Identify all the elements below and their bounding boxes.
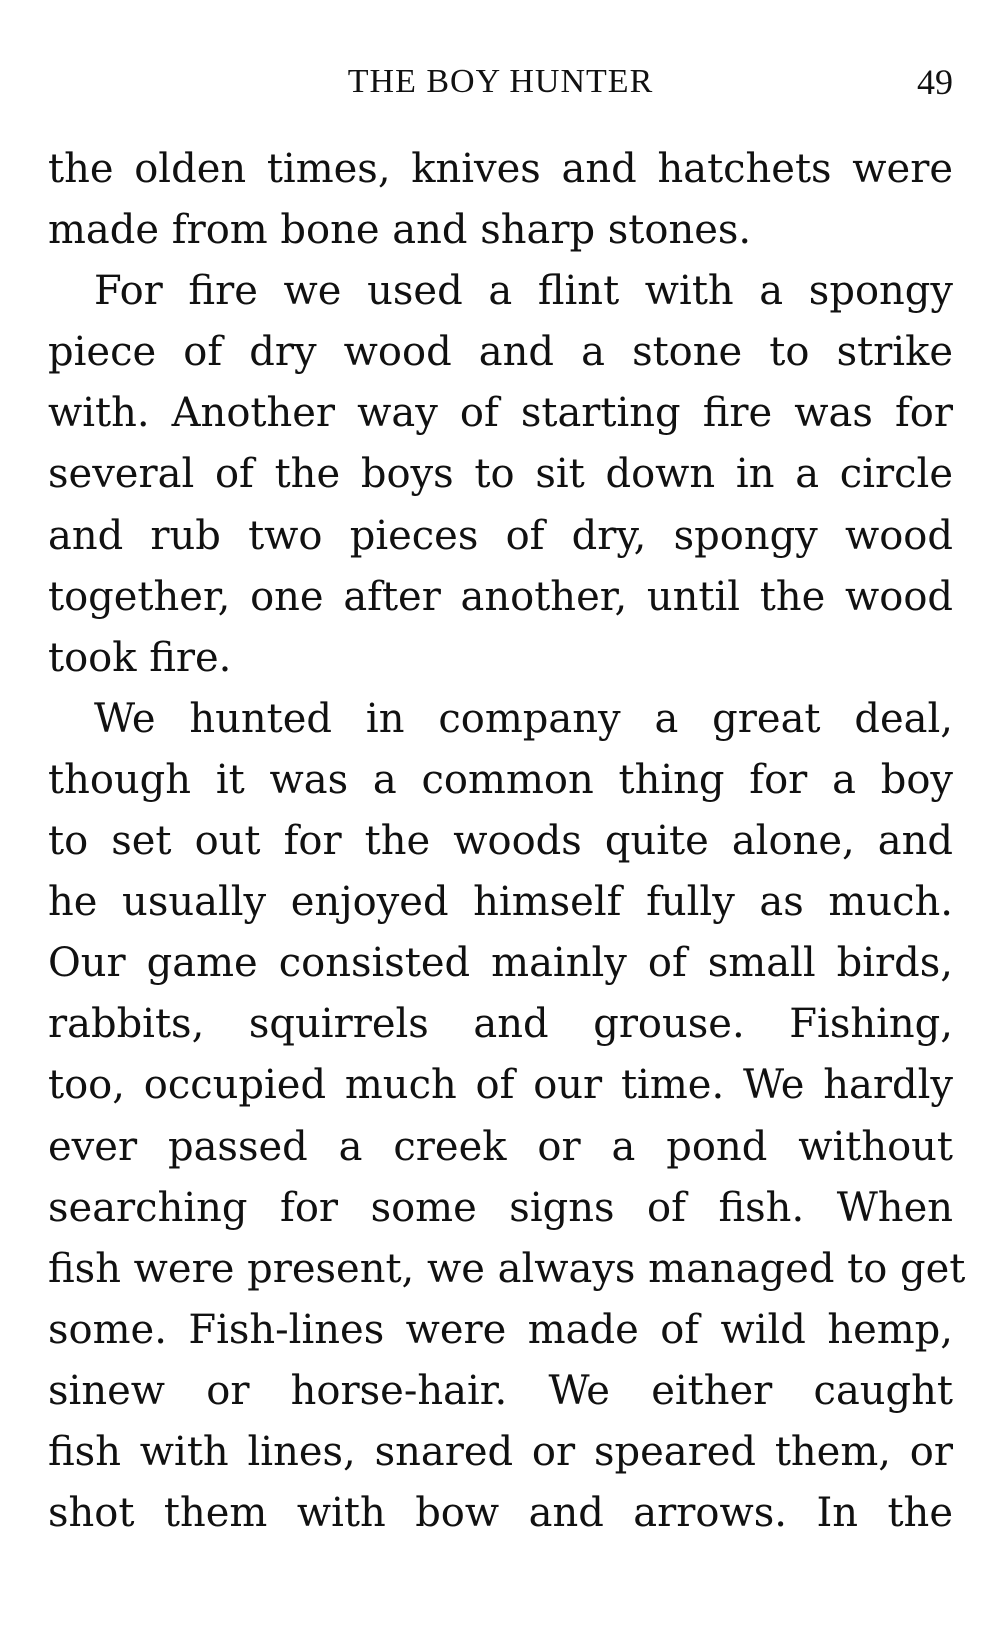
text-line: shot them with bow and arrows. In the bbox=[48, 1490, 953, 1537]
text-line: For fire we used a flint with a spongy bbox=[94, 268, 953, 315]
text-line: made from bone and sharp stones. bbox=[48, 207, 752, 254]
text-line: several of the boys to sit down in a circle bbox=[48, 451, 953, 498]
text-line: We hunted in company a great deal, bbox=[94, 695, 953, 742]
page-number: 49 bbox=[917, 62, 953, 102]
text-line: together, one after another, until the wood bbox=[48, 573, 953, 620]
text-line: ever passed a creek or a pond without bbox=[48, 1123, 953, 1170]
text-line: searching for some signs of fish. When bbox=[48, 1184, 953, 1231]
text-line: rabbits, squirrels and grouse. Fishing, bbox=[48, 1001, 953, 1048]
text-line: too, occupied much of our time. We hardly bbox=[48, 1062, 953, 1109]
text-line: and rub two pieces of dry, spongy wood bbox=[48, 512, 953, 559]
text-line: piece of dry wood and a stone to strike bbox=[48, 329, 953, 376]
text-line: fish with lines, snared or speared them, or bbox=[48, 1428, 953, 1475]
running-title: THE BOY HUNTER bbox=[347, 63, 654, 100]
text-line: Our game consisted mainly of small birds, bbox=[48, 940, 953, 987]
text-line: with. Another way of starting fire was for bbox=[48, 390, 953, 437]
text-line: sinew or horse-hair. We either caught bbox=[48, 1367, 953, 1414]
text-line: though it was a common thing for a boy bbox=[48, 756, 953, 803]
text-line: the olden times, knives and hatchets were bbox=[48, 146, 953, 192]
body-text bbox=[48, 139, 966, 1544]
running-header bbox=[48, 58, 953, 106]
text-line: he usually enjoyed himself fully as much. bbox=[48, 879, 953, 926]
text-line: to set out for the woods quite alone, and bbox=[48, 818, 953, 865]
text-line: fish were present, we always managed to get bbox=[48, 1245, 966, 1292]
text-line: took fire. bbox=[48, 634, 232, 681]
text-line: some. Fish-lines were made of wild hemp, bbox=[48, 1306, 953, 1353]
